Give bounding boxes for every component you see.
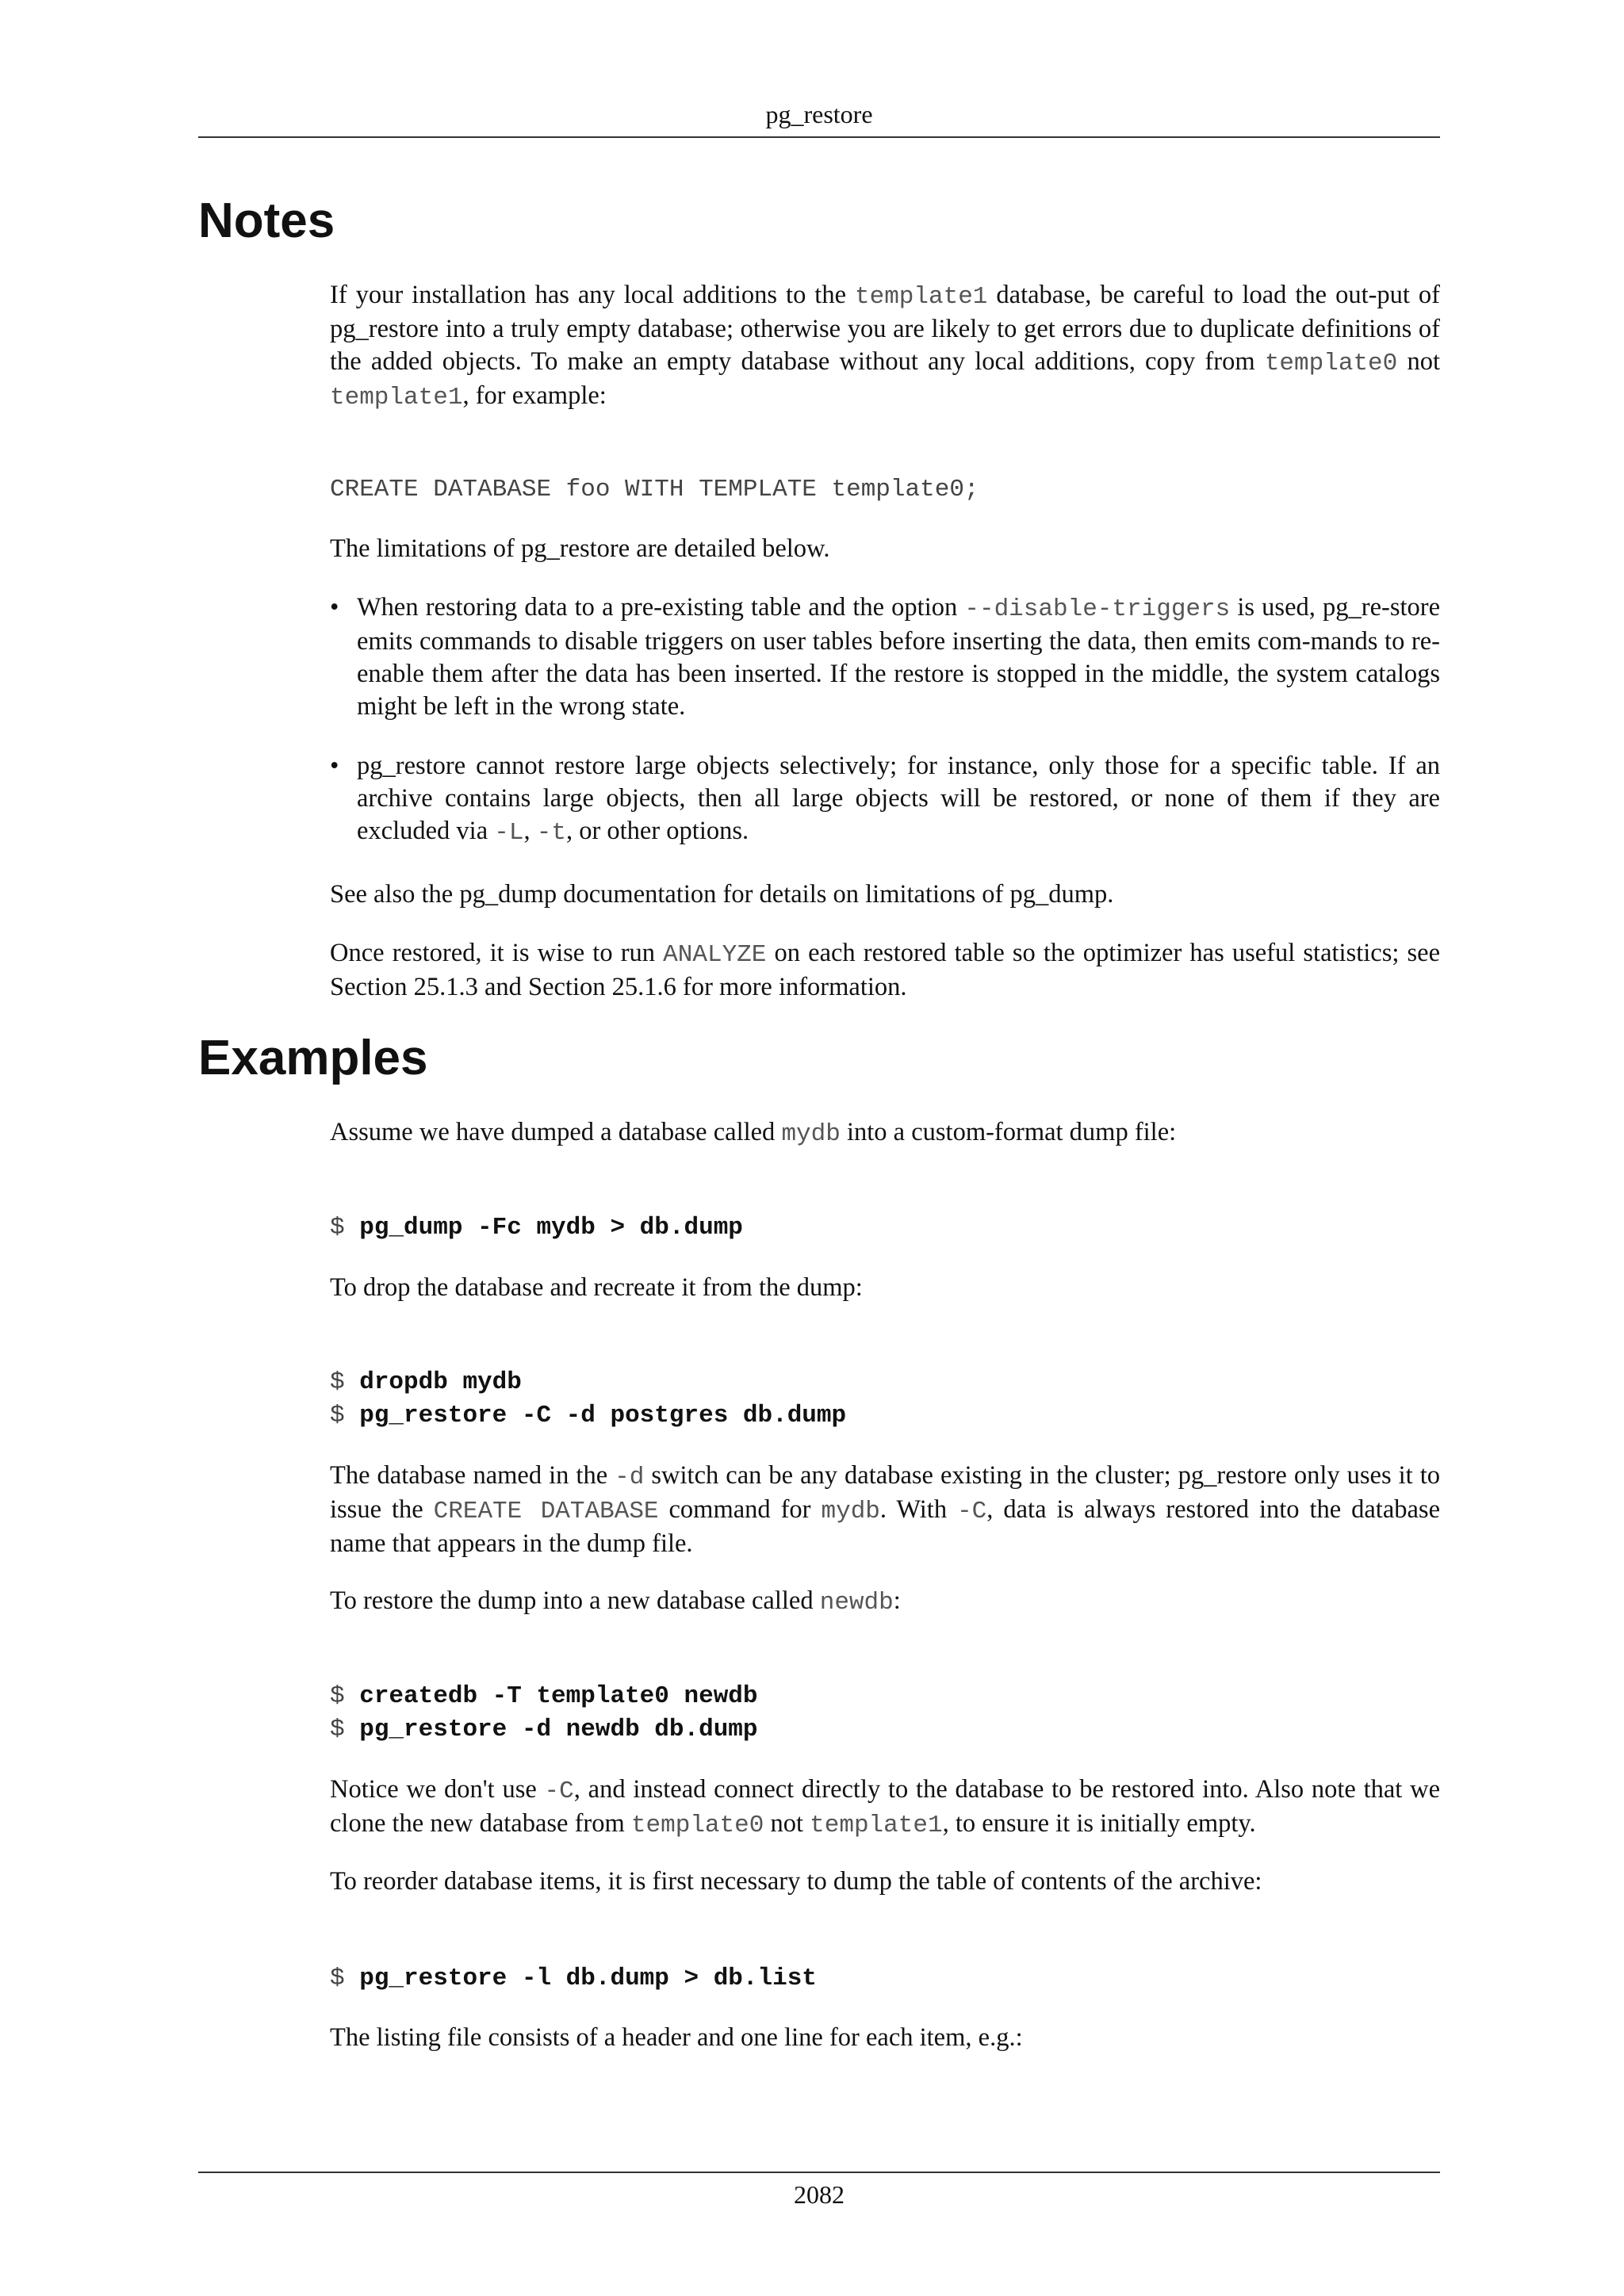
examples-heading: Examples (198, 1031, 428, 1085)
command-pg-restore-newdb: $ pg_restore -d newdb db.dump (330, 1716, 758, 1743)
examples-paragraph-6: To reorder database items, it is first necessary to dump the table of contents of the archive: (330, 1867, 1262, 1896)
examples-paragraph-1: Assume we have dumped a database called mydb into a custom-format dump file: (330, 1118, 1177, 1148)
notes-paragraph-3: See also the pg_dump documentation for details on limitations of pg_dump. (330, 880, 1114, 909)
examples-paragraph-2: To drop the database and recreate it from the dump: (330, 1273, 863, 1302)
notes-paragraph-2: The limitations of pg_restore are detailed below. (330, 534, 830, 563)
command-pg-restore-list: $ pg_restore -l db.dump > db.list (330, 1965, 817, 1992)
limitations-list (330, 591, 1440, 849)
list-item: • When restoring data to a pre-existing table and the option --disable-triggers is used, pg_re-store emits commands to disable triggers on user tables before inserting the data, then emits com-mands to re-enable them after the data has been inserted. If the restore is stopped in the middle, the system catalogs might be left in the wrong state. (330, 591, 1440, 723)
running-header: pg_restore (765, 100, 873, 128)
page-number: 2082 (794, 2180, 845, 2209)
footer-rule (198, 2172, 1440, 2173)
notes-paragraph-4: Once restored, it is wise to run ANALYZE on each restored table so the optimizer has useful statistics; see Section 25.1.3 and Section 25.1.6 for more information. (330, 939, 1441, 1001)
command-pg-dump: $ pg_dump -Fc mydb > db.dump (330, 1214, 743, 1242)
command-createdb: $ createdb -T template0 newdb (330, 1682, 758, 1710)
examples-paragraph-4: To restore the dump into a new database called newdb: (330, 1586, 901, 1617)
code-create-database: CREATE DATABASE foo WITH TEMPLATE template0; (330, 476, 979, 503)
notes-heading: Notes (198, 193, 335, 248)
notes-paragraph-1: If your installation has any local additions to the template1 database, be careful to load the out-put of pg_restore into a truly empty database; otherwise you are likely to get errors due to duplicate definitions of the added objects. To make an empty database without any local additions, copy from template0 not template1, for example: (330, 281, 1441, 411)
command-pg-restore-create: $ pg_restore -C -d postgres db.dump (330, 1402, 847, 1429)
header-rule (198, 136, 1440, 138)
examples-paragraph-5: Notice we don't use -C, and instead connect directly to the database to be restored into. Also note that we clone the new database from template0 not template1, to ensure it is initially empty. (330, 1775, 1440, 1839)
command-dropdb: $ dropdb mydb (330, 1368, 522, 1396)
list-item: • pg_restore cannot restore large objects selectively; for instance, only those for a specific table. If an archive contains large objects, then all large objects will be restored, or none of them if they are excluded via -L, -t, or other options. (330, 750, 1440, 849)
examples-paragraph-7: The listing file consists of a header and one line for each item, e.g.: (330, 2023, 1023, 2052)
examples-paragraph-3: The database named in the -d switch can be any database existing in the cluster; pg_restore only uses it to issue the CREATE DATABASE command for mydb. With -C, data is always restored into the database name that appears in the dump file. (330, 1461, 1441, 1558)
